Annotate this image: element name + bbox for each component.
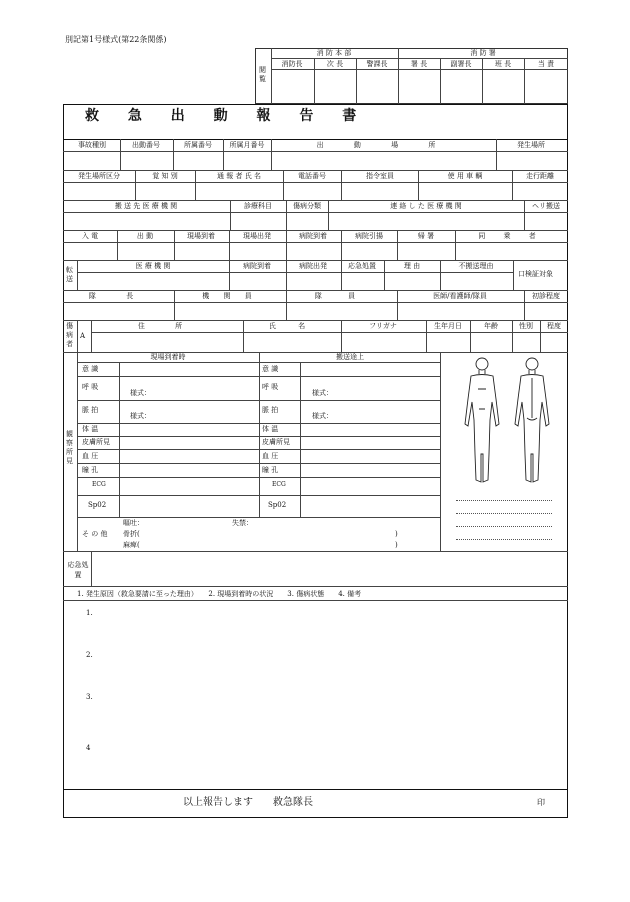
patient-side-label: 傷病者: [66, 322, 73, 348]
patient-a: A: [80, 332, 86, 340]
obs-fracture-end: ): [395, 530, 398, 538]
obs-item: 瞳 孔: [82, 466, 99, 474]
field-unit-month-no: 所属月番号: [229, 141, 265, 149]
obs-pattern: 様式：: [312, 389, 333, 397]
obs-item: 意 識: [262, 365, 279, 373]
first-aid-side-label: 応急処置: [67, 561, 89, 579]
obs-item: 脈 拍: [262, 406, 279, 414]
time-hospital-arrival: 病院到着: [299, 232, 327, 240]
obs-item: 意 識: [82, 365, 99, 373]
approval-col: 消防長: [281, 60, 303, 68]
field-companion: 同 乗 者: [478, 232, 544, 240]
field-injury-class: 傷病分類: [293, 202, 321, 210]
crew-medical: 医師/看護師/隊員: [433, 292, 487, 300]
field-dispatch-no: 出動番号: [132, 141, 160, 149]
transfer-first-aid: 応急処置: [348, 262, 376, 270]
obs-item: 血 圧: [262, 452, 279, 460]
patient-sex: 性別: [519, 322, 533, 330]
note-4: 4: [86, 744, 91, 752]
report-title: 救 急 出 動 報 告 書: [85, 108, 369, 124]
field-dispatch-place: 出 動 場 所: [316, 141, 450, 149]
obs-item: 瞳 孔: [262, 466, 279, 474]
crew-driver: 機 関 員: [202, 292, 258, 300]
field-heli: ヘリ搬送: [532, 202, 560, 210]
form-number: 別記第1号様式(第22条関係): [65, 35, 167, 44]
approval-group-hq: 消 防 本 部: [316, 49, 352, 57]
note-1: 1.: [86, 609, 93, 617]
field-notice-type: 覚 知 別: [152, 172, 178, 180]
note-2: 2.: [86, 651, 93, 659]
patient-age: 年齢: [484, 322, 498, 330]
body-diagram-icon: [452, 354, 562, 494]
obs-item: 血 圧: [82, 452, 99, 460]
crew-member: 隊 員: [314, 292, 368, 300]
transfer-reason: 理 由: [403, 262, 421, 270]
seal-mark: 印: [537, 798, 545, 807]
field-phone: 電話番号: [298, 172, 326, 180]
patient-name: 氏 名: [268, 322, 316, 330]
transfer-depart: 病院出発: [299, 262, 327, 270]
approval-col: 警課長: [366, 60, 388, 68]
field-department: 診療科目: [244, 202, 272, 210]
obs-item: 呼 吸: [82, 383, 99, 391]
field-distance: 走行距離: [526, 172, 554, 180]
observation-side-label: 観察所見: [66, 430, 73, 465]
obs-pattern: 様式：: [130, 412, 151, 420]
approval-col: 次 長: [326, 60, 344, 68]
obs-fracture: 骨折(: [123, 530, 140, 538]
patient-furigana: フリガナ: [369, 322, 397, 330]
approval-col: 当 責: [537, 60, 555, 68]
obs-item: 呼 吸: [262, 383, 279, 391]
transfer-arrival: 病院到着: [243, 262, 271, 270]
approval-side-label: 閲覧: [259, 66, 266, 83]
approval-col: 副署長: [450, 60, 472, 68]
obs-other-label: そ の 他: [82, 530, 108, 538]
field-vehicle: 使 用 車 輌: [447, 172, 483, 180]
field-dispatcher: 指令室員: [366, 172, 394, 180]
approval-col: 班 長: [494, 60, 512, 68]
obs-item: Sp02: [268, 501, 287, 509]
obs-item: 体 温: [82, 425, 99, 433]
patient-address: 住 所: [137, 322, 197, 330]
obs-paralysis: 麻痺(: [123, 541, 140, 549]
obs-item: 脈 拍: [82, 406, 99, 414]
time-call: 入 電: [81, 232, 99, 240]
patient-severity: 程度: [547, 322, 561, 330]
obs-at-scene: 現場到着時: [150, 353, 186, 361]
notes-header: 1. 発生原因（救急要請に至った理由） 2. 現場到着時の状況 3. 傷病状態 4. 備考: [77, 590, 362, 598]
obs-item: ECG: [92, 481, 106, 488]
time-arrival: 現場到着: [187, 232, 215, 240]
transfer-side-label: 転送: [66, 266, 73, 283]
obs-item: ECG: [272, 481, 286, 488]
approval-table: [255, 48, 568, 104]
obs-incontinence: 失禁：: [232, 519, 253, 527]
note-3: 3.: [86, 693, 93, 701]
approval-col: 署 長: [410, 60, 428, 68]
obs-paralysis-end: ): [395, 541, 398, 549]
crew-initial-severity: 初診程度: [532, 292, 560, 300]
field-accident-type: 事故種別: [78, 141, 106, 149]
time-dispatch: 出 動: [136, 232, 154, 240]
transfer-hospital: 医 療 機 関: [135, 262, 171, 270]
obs-item: Sp02: [88, 501, 107, 509]
field-contacted-hospital: 連 絡 し た 医 療 機 関: [390, 202, 462, 210]
patient-birthdate: 生年月日: [434, 322, 462, 330]
field-place-category: 発生場所区分: [78, 172, 120, 180]
crew-leader: 隊 長: [88, 292, 148, 300]
time-depart: 現場出発: [243, 232, 271, 240]
field-unit-no: 所属番号: [184, 141, 212, 149]
obs-pattern: 様式：: [130, 389, 151, 397]
obs-in-transit: 搬送途上: [336, 353, 364, 361]
obs-item: 皮膚所見: [82, 438, 110, 446]
field-reporter-name: 通 報 者 氏 名: [217, 172, 261, 180]
obs-item: 皮膚所見: [262, 438, 290, 446]
approval-group-station: 消 防 署: [470, 49, 496, 57]
field-destination-hospital: 搬 送 先 医 療 機 関: [114, 202, 178, 210]
obs-vomit: 嘔吐：: [123, 519, 144, 527]
time-hospital-leave: 病院引揚: [355, 232, 383, 240]
time-return: 帰 署: [417, 232, 435, 240]
obs-item: 体 温: [262, 425, 279, 433]
obs-pattern: 様式：: [312, 412, 333, 420]
transfer-no-transport-reason: 不搬送理由: [458, 262, 494, 270]
field-incident-place: 発生場所: [517, 141, 545, 149]
inspection-checkbox[interactable]: 口検証対象: [518, 270, 553, 278]
report-signature: 以上報告します 救急隊長: [183, 797, 313, 808]
